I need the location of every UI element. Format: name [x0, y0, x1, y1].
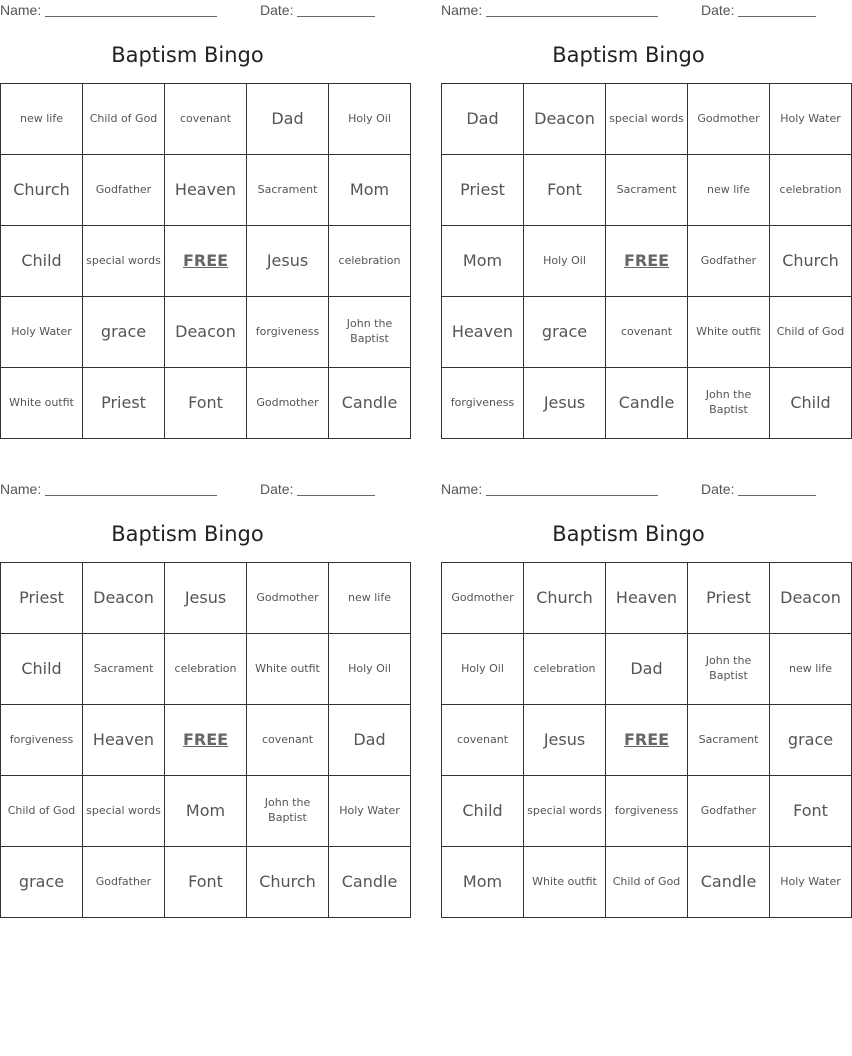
bingo-row: [442, 847, 852, 918]
name-label: Name:: [0, 2, 42, 18]
name-blank-line: [486, 16, 658, 17]
bingo-cell: Mom: [442, 226, 524, 297]
bingo-cell: Holy Oil: [524, 226, 606, 297]
bingo-cell: grace: [1, 847, 83, 918]
card-title: Baptism Bingo: [552, 43, 705, 67]
bingo-cell: forgiveness: [247, 297, 329, 368]
bingo-grid: [441, 562, 852, 918]
bingo-cell: John the Baptist: [688, 368, 770, 439]
bingo-card-2: [441, 0, 845, 416]
free-space-cell: FREE: [165, 226, 247, 297]
bingo-cell: Dad: [442, 84, 524, 155]
bingo-cell: Godmother: [247, 368, 329, 439]
bingo-cell: grace: [524, 297, 606, 368]
bingo-cell: White outfit: [688, 297, 770, 368]
bingo-cell: Church: [770, 226, 852, 297]
bingo-cell: Deacon: [770, 563, 852, 634]
name-label: Name:: [0, 481, 42, 497]
bingo-row: [1, 155, 411, 226]
bingo-cell: covenant: [442, 705, 524, 776]
bingo-cell: Jesus: [524, 368, 606, 439]
bingo-cell: special words: [524, 776, 606, 847]
name-blank-line: [486, 495, 658, 496]
bingo-grid: [0, 83, 411, 439]
bingo-cell: Heaven: [83, 705, 165, 776]
bingo-cell: Heaven: [606, 563, 688, 634]
name-blank-line: [45, 16, 217, 17]
bingo-cell: Child: [1, 634, 83, 705]
bingo-cell: Font: [165, 368, 247, 439]
bingo-cell: celebration: [524, 634, 606, 705]
bingo-cell: Jesus: [524, 705, 606, 776]
bingo-cell: Holy Oil: [442, 634, 524, 705]
bingo-cell: Priest: [442, 155, 524, 226]
bingo-row: [442, 705, 852, 776]
bingo-cell: Holy Water: [770, 847, 852, 918]
date-label: Date:: [701, 2, 735, 18]
bingo-row: [1, 776, 411, 847]
date-blank-line: [738, 16, 816, 17]
bingo-cell: new life: [1, 84, 83, 155]
name-date-row: [441, 479, 816, 501]
name-date-row: [0, 479, 375, 501]
bingo-row: [1, 84, 411, 155]
bingo-row: [442, 226, 852, 297]
bingo-cell: Dad: [329, 705, 411, 776]
date-label: Date:: [260, 2, 294, 18]
bingo-cell: Heaven: [165, 155, 247, 226]
date-blank-line: [738, 495, 816, 496]
bingo-row: [442, 776, 852, 847]
bingo-cell: Godfather: [688, 776, 770, 847]
bingo-cell: celebration: [165, 634, 247, 705]
bingo-row: [442, 297, 852, 368]
bingo-cell: Candle: [329, 847, 411, 918]
bingo-cell: John the Baptist: [247, 776, 329, 847]
date-label: Date:: [260, 481, 294, 497]
bingo-row: [1, 226, 411, 297]
bingo-cell: Godfather: [83, 155, 165, 226]
bingo-cell: forgiveness: [1, 705, 83, 776]
bingo-row: [442, 634, 852, 705]
bingo-cell: Font: [165, 847, 247, 918]
bingo-cell: Holy Water: [329, 776, 411, 847]
bingo-cell: new life: [688, 155, 770, 226]
name-label: Name:: [441, 2, 483, 18]
bingo-cell: Candle: [329, 368, 411, 439]
bingo-cell: Candle: [606, 368, 688, 439]
bingo-cell: special words: [83, 776, 165, 847]
bingo-cell: Mom: [165, 776, 247, 847]
date-blank-line: [297, 16, 375, 17]
bingo-cell: Child: [770, 368, 852, 439]
bingo-row: [1, 563, 411, 634]
bingo-cell: Godmother: [247, 563, 329, 634]
bingo-cell: special words: [606, 84, 688, 155]
bingo-cell: Font: [770, 776, 852, 847]
bingo-cell: Jesus: [165, 563, 247, 634]
bingo-card-4: [441, 479, 841, 892]
bingo-row: [442, 155, 852, 226]
free-space-cell: FREE: [165, 705, 247, 776]
bingo-cell: Godmother: [442, 563, 524, 634]
bingo-cell: Church: [247, 847, 329, 918]
bingo-cell: White outfit: [1, 368, 83, 439]
bingo-cell: Deacon: [165, 297, 247, 368]
bingo-cell: covenant: [606, 297, 688, 368]
bingo-cell: Sacrament: [606, 155, 688, 226]
bingo-cell: Child: [442, 776, 524, 847]
bingo-cell: Holy Water: [770, 84, 852, 155]
bingo-row: [442, 84, 852, 155]
bingo-cell: Candle: [688, 847, 770, 918]
name-label: Name:: [441, 481, 483, 497]
bingo-cell: Dad: [606, 634, 688, 705]
card-title: Baptism Bingo: [552, 522, 705, 546]
bingo-cell: new life: [770, 634, 852, 705]
bingo-cell: Holy Water: [1, 297, 83, 368]
bingo-row: [442, 563, 852, 634]
bingo-row: [1, 705, 411, 776]
bingo-cell: Deacon: [524, 84, 606, 155]
bingo-cell: Jesus: [247, 226, 329, 297]
date-label: Date:: [701, 481, 735, 497]
bingo-cell: Priest: [688, 563, 770, 634]
name-blank-line: [45, 495, 217, 496]
bingo-cell: Sacrament: [83, 634, 165, 705]
bingo-cell: John the Baptist: [688, 634, 770, 705]
bingo-row: [1, 847, 411, 918]
name-date-row: [441, 0, 816, 22]
bingo-cell: Sacrament: [688, 705, 770, 776]
bingo-cell: Godfather: [688, 226, 770, 297]
bingo-cell: Priest: [83, 368, 165, 439]
bingo-cell: Church: [1, 155, 83, 226]
bingo-cell: covenant: [247, 705, 329, 776]
bingo-cell: grace: [83, 297, 165, 368]
bingo-cell: special words: [83, 226, 165, 297]
bingo-cell: Sacrament: [247, 155, 329, 226]
bingo-card-3: [0, 479, 400, 892]
card-title: Baptism Bingo: [111, 522, 264, 546]
bingo-cell: Mom: [442, 847, 524, 918]
bingo-cell: Godfather: [83, 847, 165, 918]
bingo-cell: celebration: [770, 155, 852, 226]
bingo-cell: Child of God: [770, 297, 852, 368]
bingo-cell: Child of God: [606, 847, 688, 918]
bingo-cell: Godmother: [688, 84, 770, 155]
bingo-cell: Child of God: [1, 776, 83, 847]
bingo-grid: [441, 83, 852, 439]
bingo-grid: [0, 562, 411, 918]
bingo-cell: covenant: [165, 84, 247, 155]
bingo-cell: Mom: [329, 155, 411, 226]
bingo-row: [1, 634, 411, 705]
bingo-cell: new life: [329, 563, 411, 634]
card-title: Baptism Bingo: [111, 43, 264, 67]
date-blank-line: [297, 495, 375, 496]
name-date-row: [0, 0, 375, 22]
bingo-row: [1, 368, 411, 439]
bingo-cell: Deacon: [83, 563, 165, 634]
bingo-cell: Holy Oil: [329, 84, 411, 155]
bingo-cell: forgiveness: [442, 368, 524, 439]
bingo-cell: Holy Oil: [329, 634, 411, 705]
bingo-cell: Heaven: [442, 297, 524, 368]
free-space-cell: FREE: [606, 705, 688, 776]
bingo-cell: celebration: [329, 226, 411, 297]
bingo-cell: Church: [524, 563, 606, 634]
free-space-cell: FREE: [606, 226, 688, 297]
bingo-cell: John the Baptist: [329, 297, 411, 368]
bingo-row: [1, 297, 411, 368]
bingo-cell: Child of God: [83, 84, 165, 155]
bingo-cell: White outfit: [247, 634, 329, 705]
bingo-cell: forgiveness: [606, 776, 688, 847]
bingo-cell: White outfit: [524, 847, 606, 918]
bingo-cell: Dad: [247, 84, 329, 155]
bingo-cell: Child: [1, 226, 83, 297]
bingo-cell: grace: [770, 705, 852, 776]
bingo-row: [442, 368, 852, 439]
bingo-card-1: [0, 0, 401, 413]
bingo-cell: Priest: [1, 563, 83, 634]
bingo-cell: Font: [524, 155, 606, 226]
